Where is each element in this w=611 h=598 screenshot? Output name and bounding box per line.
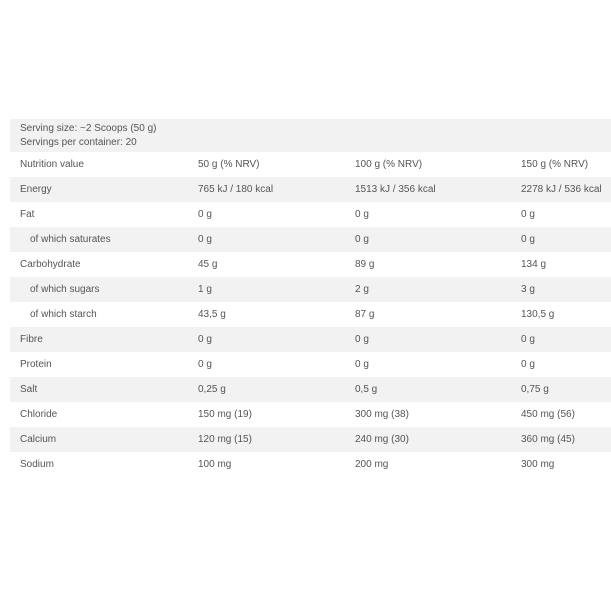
row-label: Calcium <box>20 434 57 445</box>
value-150g: 450 mg (56) <box>521 409 575 420</box>
value-100g: 87 g <box>355 309 375 320</box>
value-50g: 0 g <box>198 209 212 220</box>
value-150g: 134 g <box>521 259 547 270</box>
value-150g: 130,5 g <box>521 309 555 320</box>
value-100g: 300 mg (38) <box>355 409 409 420</box>
value-100g: 0 g <box>355 359 369 370</box>
table-row <box>10 252 611 277</box>
row-label: Carbohydrate <box>20 259 81 270</box>
value-50g: 100 mg <box>198 459 232 470</box>
table-row <box>10 327 611 352</box>
row-label: Sodium <box>20 459 54 470</box>
header-150g: 150 g (% NRV) <box>521 159 589 170</box>
row-label: Protein <box>20 359 52 370</box>
serving-size: Serving size: ~2 Scoops (50 g) <box>20 122 157 134</box>
table-row <box>10 352 611 377</box>
value-100g: 0 g <box>355 209 369 220</box>
value-50g: 0 g <box>198 334 212 345</box>
table-row <box>10 302 611 327</box>
value-100g: 200 mg <box>355 459 389 470</box>
table-row <box>10 377 611 402</box>
header-row <box>10 152 611 177</box>
table-row <box>10 452 611 477</box>
value-150g: 300 mg <box>521 459 555 470</box>
value-150g: 0 g <box>521 359 535 370</box>
value-100g: 1513 kJ / 356 kcal <box>355 184 436 195</box>
row-label: Salt <box>20 384 38 395</box>
row-label: Fat <box>20 209 35 220</box>
value-150g: 0 g <box>521 234 535 245</box>
value-50g: 120 mg (15) <box>198 434 252 445</box>
servings-per-container: Servings per container: 20 <box>20 136 137 148</box>
value-150g: 360 mg (45) <box>521 434 575 445</box>
serving-info <box>10 119 611 152</box>
row-label: of which sugars <box>30 284 100 295</box>
row-label: Energy <box>20 184 52 195</box>
value-150g: 2278 kJ / 536 kcal <box>521 184 602 195</box>
value-50g: 45 g <box>198 259 218 270</box>
value-100g: 0 g <box>355 234 369 245</box>
table-row <box>10 427 611 452</box>
value-50g: 765 kJ / 180 kcal <box>198 184 274 195</box>
value-100g: 0 g <box>355 334 369 345</box>
value-100g: 2 g <box>355 284 369 295</box>
table-row <box>10 277 611 302</box>
value-50g: 0,25 g <box>198 384 226 395</box>
value-50g: 43,5 g <box>198 309 226 320</box>
value-100g: 0,5 g <box>355 384 378 395</box>
table-row <box>10 177 611 202</box>
value-150g: 0,75 g <box>521 384 549 395</box>
row-label: Fibre <box>20 334 43 345</box>
value-150g: 3 g <box>521 284 535 295</box>
row-label: of which saturates <box>30 234 111 245</box>
value-150g: 0 g <box>521 209 535 220</box>
value-50g: 0 g <box>198 359 212 370</box>
header-100g: 100 g (% NRV) <box>355 159 423 170</box>
table-row <box>10 227 611 252</box>
value-150g: 0 g <box>521 334 535 345</box>
row-label: Chloride <box>20 409 58 420</box>
header-nutrition-value: Nutrition value <box>20 159 84 170</box>
value-100g: 89 g <box>355 259 375 270</box>
nutrition-table <box>10 119 611 477</box>
value-50g: 150 mg (19) <box>198 409 252 420</box>
table-row <box>10 202 611 227</box>
value-50g: 0 g <box>198 234 212 245</box>
value-100g: 240 mg (30) <box>355 434 409 445</box>
value-50g: 1 g <box>198 284 212 295</box>
table-row <box>10 402 611 427</box>
header-50g: 50 g (% NRV) <box>198 159 260 170</box>
row-label: of which starch <box>30 309 97 320</box>
